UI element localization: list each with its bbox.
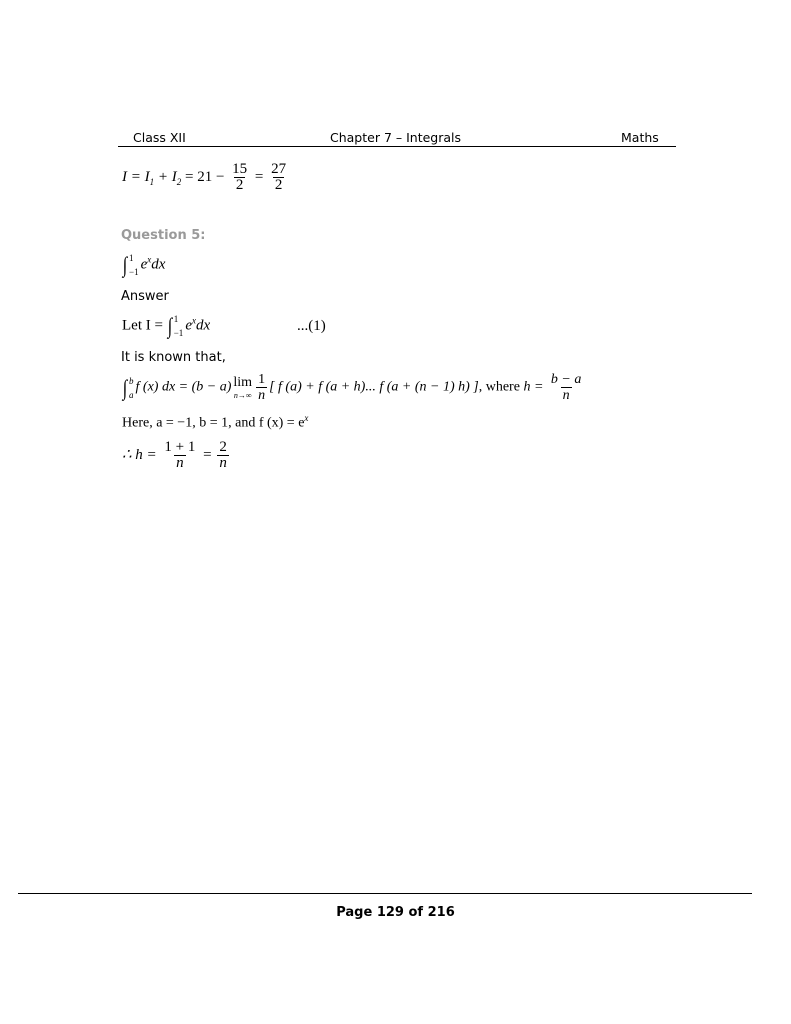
let-equation — [122, 314, 210, 338]
let-prefix: Let I = — [122, 317, 167, 334]
question-integral — [122, 253, 165, 277]
h-num1: 1 + 1 — [164, 439, 196, 455]
here-exp: x — [304, 413, 309, 423]
formula-frac — [256, 372, 267, 403]
formula-h-num: b − a — [550, 372, 582, 387]
formula-h-eq: h = — [523, 379, 547, 395]
integral-sign-icon: ∫ — [167, 313, 172, 338]
question-limits — [129, 253, 139, 277]
result-eq2: = — [251, 168, 268, 185]
let-dx: dx — [195, 317, 211, 334]
question-title: Question 5: — [121, 228, 206, 243]
question-base: e — [140, 256, 148, 273]
answer-label: Answer — [121, 289, 169, 304]
formula-h-den: n — [562, 388, 570, 403]
question-lower: −1 — [129, 267, 139, 277]
let-lower: −1 — [173, 328, 184, 338]
here-line — [122, 413, 308, 432]
formula-where: , where — [478, 379, 524, 395]
h-den1: n — [176, 455, 184, 471]
formula-limit — [233, 375, 252, 400]
header-class: Class XII — [133, 130, 186, 145]
h-prefix: ∴ h = — [122, 446, 161, 463]
result-lhs: I = I — [122, 168, 150, 185]
question-upper: 1 — [129, 253, 134, 263]
result-sub2: 2 — [176, 176, 182, 187]
here-text: Here, a = −1, b = 1, and f (x) = e — [122, 415, 305, 431]
let-exp: x — [191, 315, 196, 326]
result-frac1-den: 2 — [235, 177, 244, 193]
known-text: It is known that, — [121, 350, 226, 365]
result-frac2 — [269, 162, 288, 193]
formula-lim-text: lim — [233, 375, 253, 390]
h-equation — [122, 440, 231, 471]
header-subject: Maths — [621, 130, 659, 145]
formula-frac-den: n — [258, 388, 266, 403]
formula-lhs: f (x) dx = (b − a) — [135, 379, 232, 395]
formula-h-frac — [549, 372, 583, 403]
formula-lim-sub: n→∞ — [233, 391, 252, 400]
result-frac1-num: 15 — [232, 161, 248, 177]
formula-bracket: [ f (a) + f (a + h)... f (a + (n − 1) h) ] — [269, 379, 479, 395]
header-chapter: Chapter 7 – Integrals — [330, 130, 462, 145]
question-dx: dx — [151, 256, 166, 273]
let-upper: 1 — [173, 314, 179, 324]
result-sub1: 1 — [149, 176, 155, 187]
result-eq: = 21 − — [181, 168, 229, 185]
h-eq: = — [199, 446, 216, 463]
h-den2: n — [219, 455, 227, 471]
let-limits — [174, 314, 184, 338]
result-equation — [122, 162, 290, 193]
integral-sign-icon: ∫ — [122, 374, 128, 400]
result-frac2-num: 27 — [271, 161, 287, 177]
footer-rule — [18, 893, 752, 894]
let-tag: ...(1) — [297, 318, 326, 334]
result-plus: + I — [154, 168, 177, 185]
result-frac2-den: 2 — [274, 177, 283, 193]
let-base: e — [185, 317, 192, 334]
page-number: Page 129 of 216 — [336, 905, 455, 920]
question-exp: x — [147, 254, 152, 265]
formula-lower: a — [129, 389, 134, 400]
h-num2: 2 — [219, 439, 227, 455]
formula-limits — [129, 376, 134, 400]
formula-frac-num: 1 — [258, 372, 266, 387]
riemann-formula — [122, 372, 585, 403]
formula-upper: b — [129, 375, 134, 386]
result-frac1 — [230, 162, 249, 193]
header-rule — [118, 146, 676, 147]
integral-sign-icon: ∫ — [122, 252, 128, 277]
h-frac2 — [217, 440, 229, 471]
h-frac1 — [162, 440, 197, 471]
